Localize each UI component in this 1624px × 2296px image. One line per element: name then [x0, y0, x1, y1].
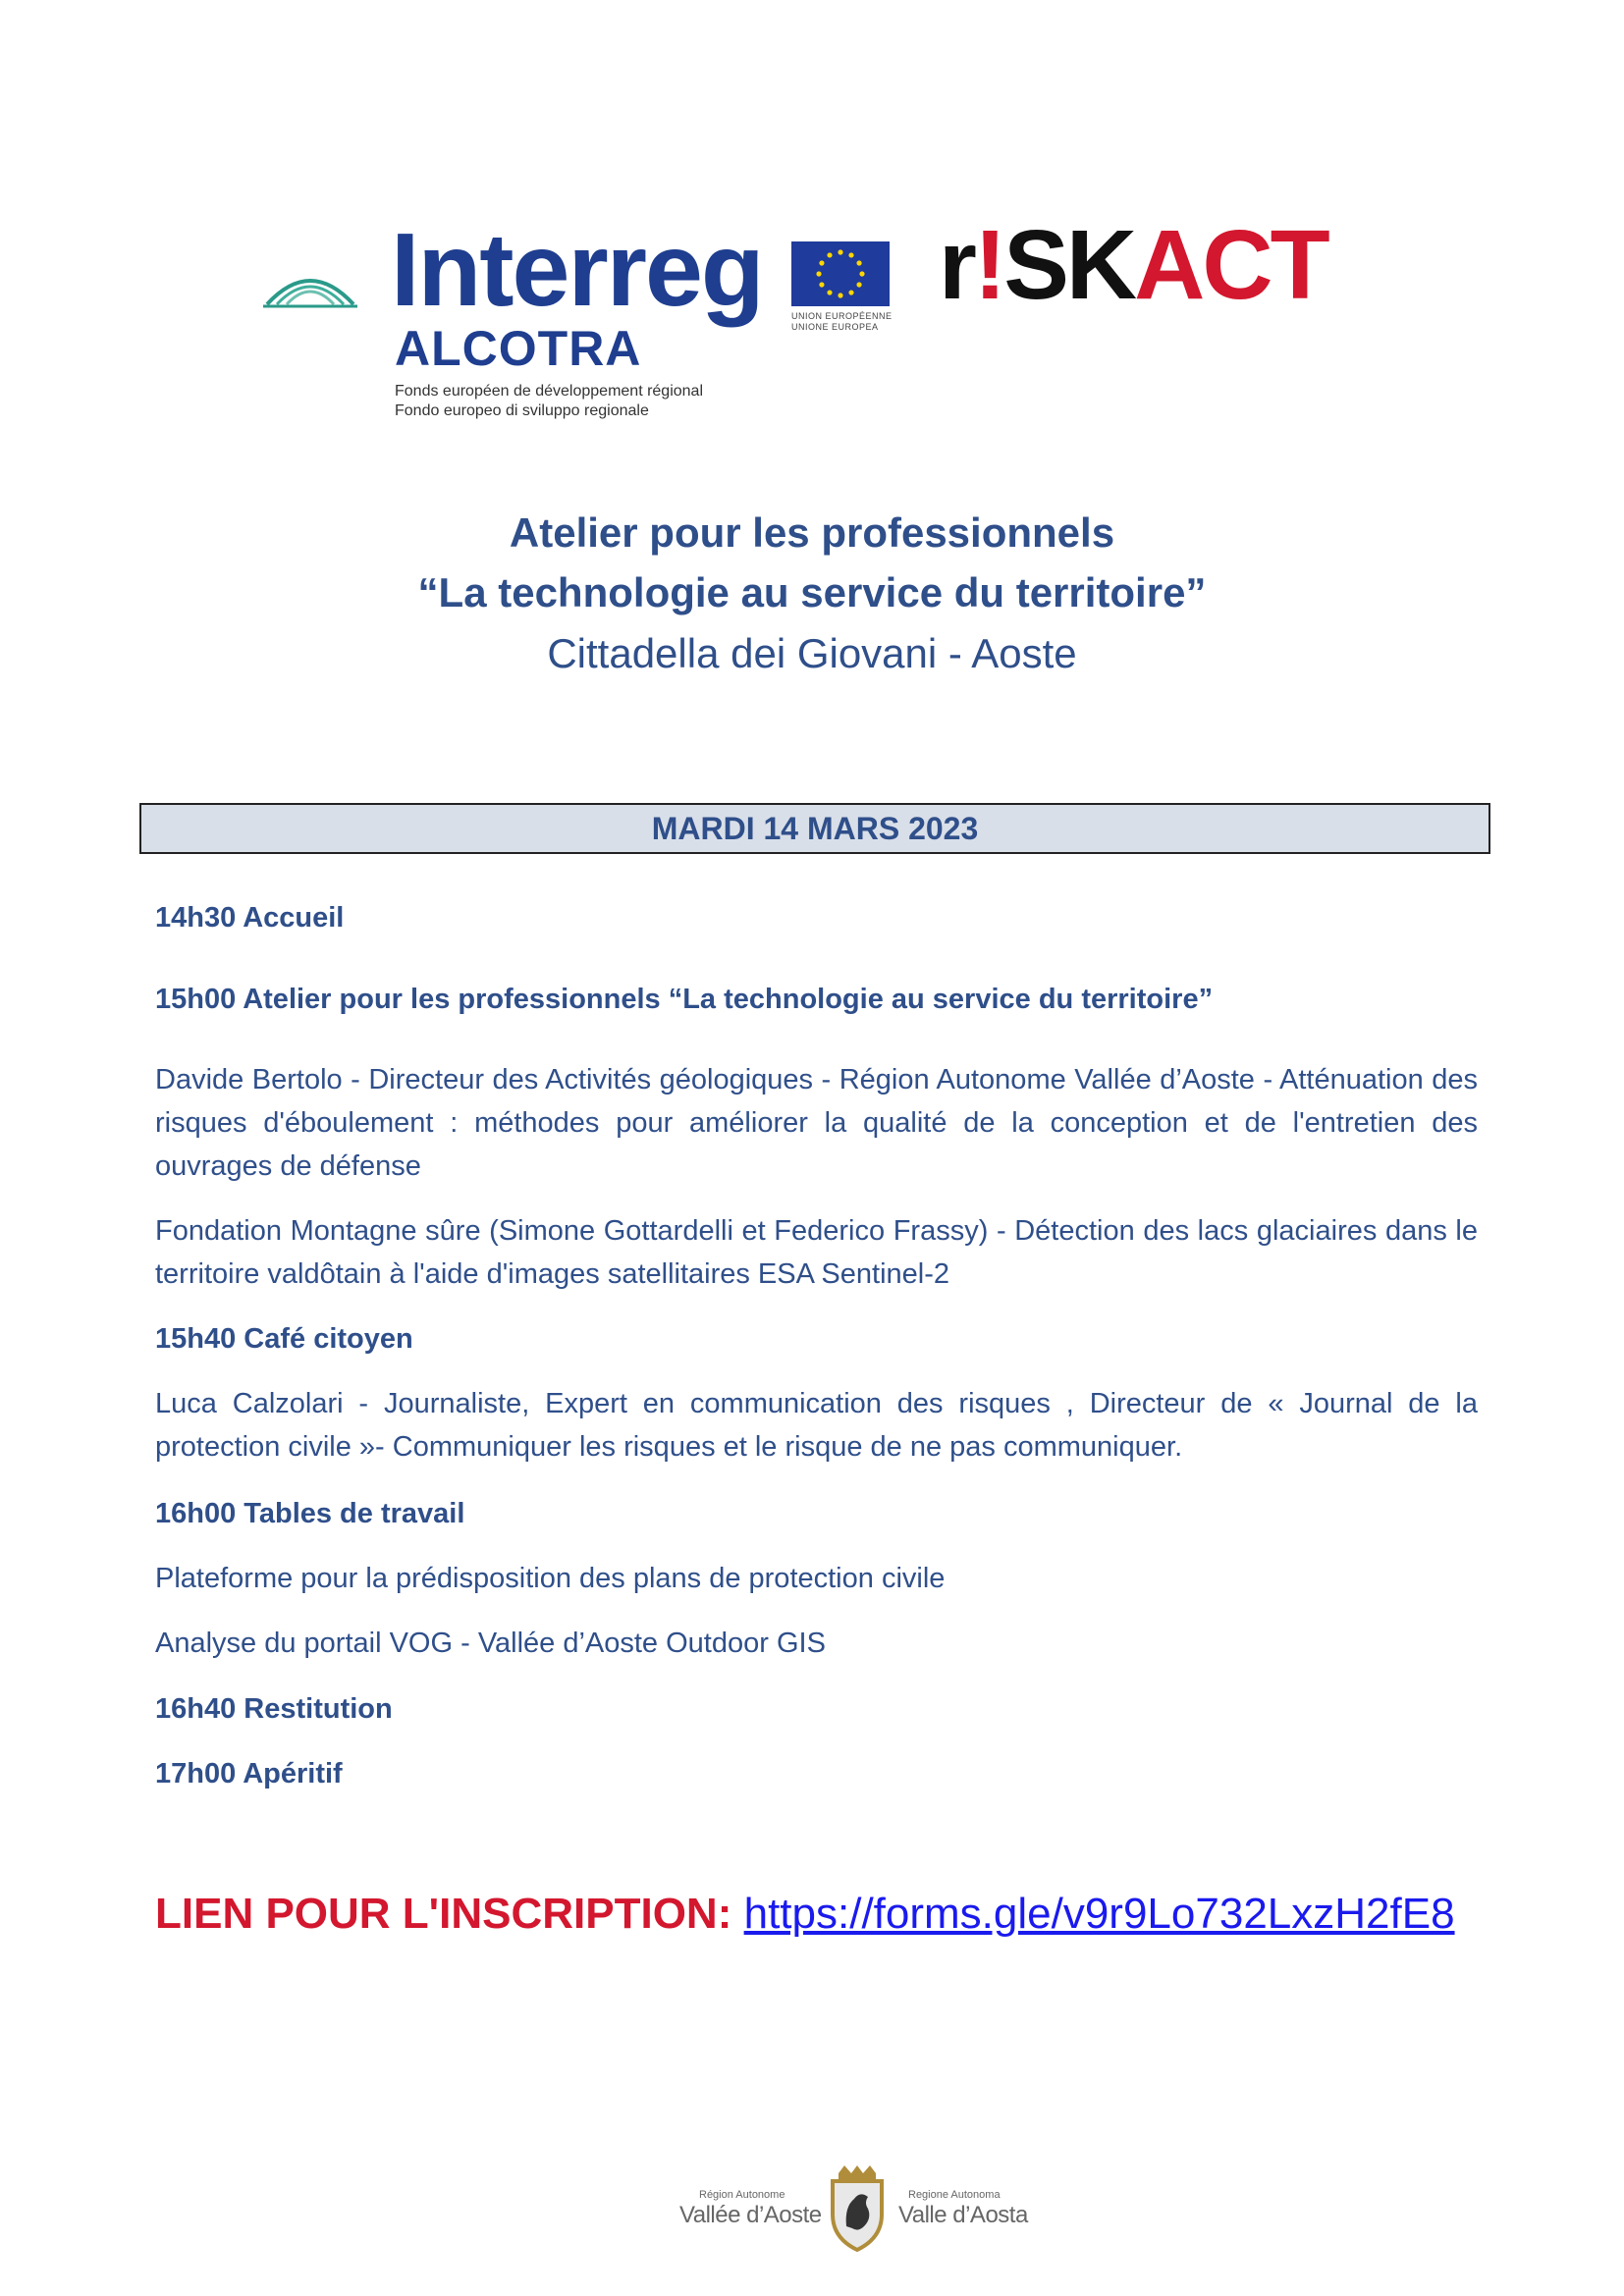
- program-time-accueil: 14h30 Accueil: [155, 902, 345, 934]
- eu-star: [856, 282, 861, 287]
- footer-region-label-it: Regione Autonoma: [908, 2189, 1001, 2201]
- eu-star: [856, 260, 861, 265]
- footer-region-name-it: Valle d’Aosta: [898, 2202, 1028, 2228]
- program-speaker-calzolari: Luca Calzolari - Journaliste, Expert en communication des risques , Directeur de « Journal de la protection civile »- Communiquer les risques et le risque de ne pas communiquer.: [155, 1388, 1478, 1463]
- program-table-vog: Analyse du portail VOG - Vallée d’Aoste Outdoor GIS: [155, 1628, 826, 1659]
- fund-label-fr: Fonds européen de développement régional: [395, 383, 704, 400]
- eu-label-fr: UNION EUROPÉENNE: [791, 311, 893, 321]
- eu-star: [819, 282, 824, 287]
- eu-star: [827, 252, 832, 257]
- program-time-cafe: 15h40 Café citoyen: [155, 1323, 413, 1355]
- alcotra-mountain-logo: [263, 263, 357, 310]
- footer-region-name-fr: Vallée d’Aoste: [679, 2202, 822, 2228]
- riskact-logo-sk: SK: [1003, 210, 1135, 320]
- registration-link[interactable]: https://forms.gle/v9r9Lo732LxzH2fE8: [743, 1890, 1455, 1938]
- program-time-tables: 16h00 Tables de travail: [155, 1498, 465, 1529]
- riskact-logo-bang: !: [973, 210, 1004, 320]
- program-time-restitution: 16h40 Restitution: [155, 1693, 393, 1725]
- eu-star: [848, 290, 853, 294]
- region-crest-icon: [825, 2163, 890, 2252]
- registration-label: LIEN POUR L'INSCRIPTION:: [155, 1890, 732, 1938]
- event-date-banner: MARDI 14 MARS 2023: [139, 803, 1490, 854]
- fund-label-it: Fondo europeo di sviluppo regionale: [395, 402, 649, 419]
- eu-star: [816, 271, 821, 276]
- riskact-logo: [939, 210, 1327, 320]
- eu-star: [859, 271, 864, 276]
- page-title: Atelier pour les professionnels: [509, 509, 1115, 556]
- page-subtitle: “La technologie au service du territoire”: [417, 569, 1207, 615]
- eu-flag-icon: [791, 241, 890, 306]
- eu-star: [819, 260, 824, 265]
- eu-star: [838, 249, 842, 254]
- program-time-atelier: 15h00 Atelier pour les professionnels “La technologie au service du territoire”: [155, 984, 1214, 1015]
- eu-star: [848, 252, 853, 257]
- eu-star: [827, 290, 832, 294]
- riskact-logo-r: r: [939, 210, 974, 320]
- alcotra-logo-text: ALCOTRA: [395, 321, 642, 376]
- eu-label-it: UNIONE EUROPEA: [791, 322, 879, 332]
- footer-region-label-fr: Région Autonome: [699, 2189, 785, 2201]
- eu-star: [838, 293, 842, 297]
- program-speaker-fondation: Fondation Montagne sûre (Simone Gottardelli et Federico Frassy) - Détection des lacs glaciaires dans le territoire valdôtain à l'aide d'images satellitaires ESA Sentinel-2: [155, 1215, 1478, 1290]
- registration-line: [155, 1890, 1455, 1938]
- program-speaker-bertolo: Davide Bertolo - Directeur des Activités géologiques - Région Autonome Vallée d’Aoste - Atténuation des risques d'éboulement : méthodes pour améliorer la qualité de la conception et de l'entretien des ouvrages de défense: [155, 1064, 1478, 1182]
- interreg-logo-text: Interreg: [391, 212, 763, 328]
- event-location: Cittadella dei Giovani - Aoste: [547, 630, 1077, 676]
- program-time-aperitif: 17h00 Apéritif: [155, 1758, 343, 1789]
- program-table-plateforme: Plateforme pour la prédisposition des plans de protection civile: [155, 1563, 946, 1594]
- riskact-logo-act: ACT: [1134, 210, 1327, 320]
